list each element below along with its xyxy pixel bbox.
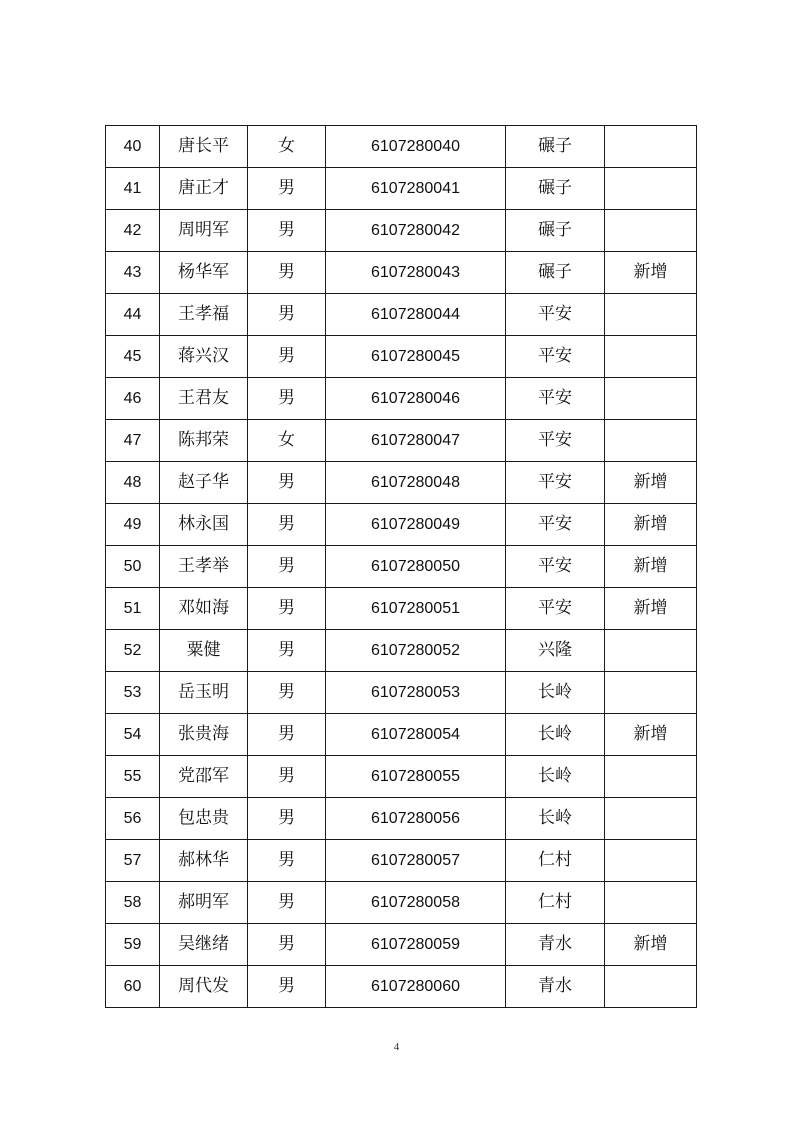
id-number-cell: 6107280060 <box>326 966 506 1008</box>
row-number-cell: 49 <box>106 504 160 546</box>
remark-cell <box>605 378 697 420</box>
remark-cell <box>605 840 697 882</box>
row-number-cell: 40 <box>106 126 160 168</box>
table-row <box>106 168 697 210</box>
table-row <box>106 126 697 168</box>
gender-cell: 男 <box>248 882 326 924</box>
name-cell: 党邵军 <box>160 756 248 798</box>
id-number-cell: 6107280048 <box>326 462 506 504</box>
gender-cell: 男 <box>248 336 326 378</box>
remark-cell: 新增 <box>605 924 697 966</box>
row-number-cell: 52 <box>106 630 160 672</box>
table-row <box>106 630 697 672</box>
row-number-cell: 53 <box>106 672 160 714</box>
location-cell: 碾子 <box>506 126 605 168</box>
id-number-cell: 6107280042 <box>326 210 506 252</box>
gender-cell: 男 <box>248 840 326 882</box>
table-row <box>106 756 697 798</box>
id-number-cell: 6107280047 <box>326 420 506 462</box>
row-number-cell: 42 <box>106 210 160 252</box>
id-number-cell: 6107280040 <box>326 126 506 168</box>
id-number-cell: 6107280051 <box>326 588 506 630</box>
location-cell: 平安 <box>506 378 605 420</box>
table-row <box>106 336 697 378</box>
table-row <box>106 378 697 420</box>
remark-cell: 新增 <box>605 588 697 630</box>
name-cell: 赵子华 <box>160 462 248 504</box>
name-cell: 岳玉明 <box>160 672 248 714</box>
id-number-cell: 6107280046 <box>326 378 506 420</box>
row-number-cell: 60 <box>106 966 160 1008</box>
id-number-cell: 6107280050 <box>326 546 506 588</box>
remark-cell <box>605 420 697 462</box>
row-number-cell: 57 <box>106 840 160 882</box>
location-cell: 平安 <box>506 294 605 336</box>
gender-cell: 男 <box>248 672 326 714</box>
name-cell: 陈邦荣 <box>160 420 248 462</box>
location-cell: 长岭 <box>506 714 605 756</box>
table-row <box>106 714 697 756</box>
remark-cell <box>605 630 697 672</box>
location-cell: 仁村 <box>506 882 605 924</box>
id-number-cell: 6107280058 <box>326 882 506 924</box>
table-row <box>106 462 697 504</box>
location-cell: 平安 <box>506 504 605 546</box>
location-cell: 青水 <box>506 966 605 1008</box>
name-cell: 吴继绪 <box>160 924 248 966</box>
roster-table <box>105 125 697 1008</box>
location-cell: 碾子 <box>506 210 605 252</box>
remark-cell <box>605 966 697 1008</box>
row-number-cell: 54 <box>106 714 160 756</box>
id-number-cell: 6107280059 <box>326 924 506 966</box>
remark-cell <box>605 882 697 924</box>
id-number-cell: 6107280055 <box>326 756 506 798</box>
gender-cell: 男 <box>248 714 326 756</box>
table-row <box>106 924 697 966</box>
row-number-cell: 46 <box>106 378 160 420</box>
gender-cell: 男 <box>248 798 326 840</box>
name-cell: 杨华军 <box>160 252 248 294</box>
id-number-cell: 6107280056 <box>326 798 506 840</box>
table-row <box>106 588 697 630</box>
row-number-cell: 41 <box>106 168 160 210</box>
name-cell: 粟健 <box>160 630 248 672</box>
remark-cell <box>605 168 697 210</box>
name-cell: 林永国 <box>160 504 248 546</box>
name-cell: 王孝举 <box>160 546 248 588</box>
row-number-cell: 45 <box>106 336 160 378</box>
row-number-cell: 44 <box>106 294 160 336</box>
gender-cell: 男 <box>248 630 326 672</box>
location-cell: 兴隆 <box>506 630 605 672</box>
remark-cell <box>605 756 697 798</box>
name-cell: 周明军 <box>160 210 248 252</box>
table-row <box>106 294 697 336</box>
row-number-cell: 56 <box>106 798 160 840</box>
id-number-cell: 6107280041 <box>326 168 506 210</box>
gender-cell: 女 <box>248 420 326 462</box>
id-number-cell: 6107280053 <box>326 672 506 714</box>
gender-cell: 女 <box>248 126 326 168</box>
row-number-cell: 51 <box>106 588 160 630</box>
gender-cell: 男 <box>248 252 326 294</box>
table-row <box>106 210 697 252</box>
row-number-cell: 55 <box>106 756 160 798</box>
gender-cell: 男 <box>248 168 326 210</box>
table-row <box>106 420 697 462</box>
id-number-cell: 6107280044 <box>326 294 506 336</box>
table-row <box>106 252 697 294</box>
location-cell: 平安 <box>506 546 605 588</box>
row-number-cell: 50 <box>106 546 160 588</box>
id-number-cell: 6107280057 <box>326 840 506 882</box>
gender-cell: 男 <box>248 210 326 252</box>
name-cell: 张贵海 <box>160 714 248 756</box>
gender-cell: 男 <box>248 378 326 420</box>
id-number-cell: 6107280045 <box>326 336 506 378</box>
remark-cell <box>605 126 697 168</box>
name-cell: 包忠贵 <box>160 798 248 840</box>
location-cell: 长岭 <box>506 672 605 714</box>
page-number: 4 <box>393 1041 400 1053</box>
remark-cell <box>605 798 697 840</box>
row-number-cell: 48 <box>106 462 160 504</box>
table-row <box>106 672 697 714</box>
gender-cell: 男 <box>248 462 326 504</box>
location-cell: 长岭 <box>506 756 605 798</box>
location-cell: 平安 <box>506 588 605 630</box>
row-number-cell: 47 <box>106 420 160 462</box>
id-number-cell: 6107280049 <box>326 504 506 546</box>
name-cell: 郝林华 <box>160 840 248 882</box>
location-cell: 平安 <box>506 462 605 504</box>
remark-cell <box>605 336 697 378</box>
remark-cell: 新增 <box>605 504 697 546</box>
roster-table-body <box>106 126 697 1008</box>
table-row <box>106 504 697 546</box>
remark-cell: 新增 <box>605 462 697 504</box>
table-row <box>106 882 697 924</box>
location-cell: 长岭 <box>506 798 605 840</box>
id-number-cell: 6107280054 <box>326 714 506 756</box>
name-cell: 周代发 <box>160 966 248 1008</box>
location-cell: 平安 <box>506 420 605 462</box>
location-cell: 碾子 <box>506 252 605 294</box>
gender-cell: 男 <box>248 924 326 966</box>
remark-cell: 新增 <box>605 714 697 756</box>
remark-cell: 新增 <box>605 252 697 294</box>
gender-cell: 男 <box>248 294 326 336</box>
remark-cell <box>605 210 697 252</box>
remark-cell <box>605 294 697 336</box>
name-cell: 唐长平 <box>160 126 248 168</box>
gender-cell: 男 <box>248 756 326 798</box>
row-number-cell: 59 <box>106 924 160 966</box>
id-number-cell: 6107280043 <box>326 252 506 294</box>
gender-cell: 男 <box>248 546 326 588</box>
name-cell: 邓如海 <box>160 588 248 630</box>
gender-cell: 男 <box>248 966 326 1008</box>
name-cell: 郝明军 <box>160 882 248 924</box>
location-cell: 青水 <box>506 924 605 966</box>
table-row <box>106 546 697 588</box>
table-row <box>106 798 697 840</box>
table-row <box>106 840 697 882</box>
remark-cell <box>605 672 697 714</box>
gender-cell: 男 <box>248 504 326 546</box>
location-cell: 碾子 <box>506 168 605 210</box>
id-number-cell: 6107280052 <box>326 630 506 672</box>
remark-cell: 新增 <box>605 546 697 588</box>
row-number-cell: 58 <box>106 882 160 924</box>
table-row <box>106 966 697 1008</box>
row-number-cell: 43 <box>106 252 160 294</box>
name-cell: 王君友 <box>160 378 248 420</box>
name-cell: 王孝福 <box>160 294 248 336</box>
gender-cell: 男 <box>248 588 326 630</box>
name-cell: 唐正才 <box>160 168 248 210</box>
name-cell: 蒋兴汉 <box>160 336 248 378</box>
location-cell: 平安 <box>506 336 605 378</box>
location-cell: 仁村 <box>506 840 605 882</box>
